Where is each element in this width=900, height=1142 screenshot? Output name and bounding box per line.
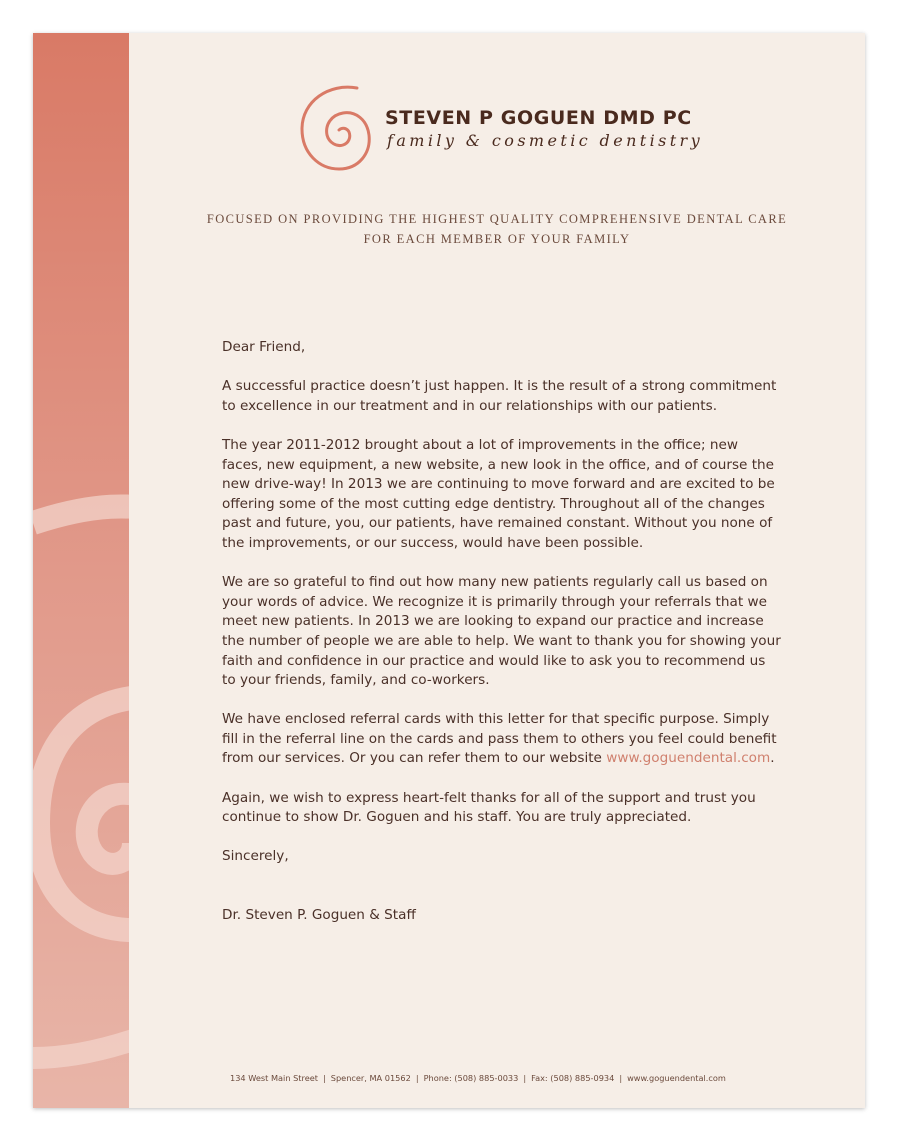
mission-statement-line-2: FOR EACH MEMBER OF YOUR FAMILY <box>363 232 631 246</box>
footer-phone: Phone: (508) 885-0033 <box>423 1073 519 1083</box>
paragraph-3: We are so grateful to find out how many new patients regularly call us based on your words of advice. We recognize it is primarily through your referrals that we meet new patients. In 2013 we are looking to expand our practice and increase the number of people we are able to help. We want to thank you for showing your faith and confidence in our practice and would like to ask you to recommend us to your friends, family, and co-workers. <box>222 574 781 689</box>
footer-separator: | <box>415 1073 419 1083</box>
contact-footer <box>129 1073 865 1083</box>
practice-name: STEVEN P GOGUEN DMD PC <box>385 107 692 129</box>
letterhead-page <box>33 33 865 1108</box>
paragraph-4-text: We have enclosed referral cards with this letter for that specific purpose. Simply fill in the referral line on the cards and pass them to others you feel could benefit from our services. Or you can refer them to our website <box>222 711 777 767</box>
paragraph-5: Again, we wish to express heart-felt thanks for all of the support and trust you continue to show Dr. Goguen and his staff. You are truly appreciated. <box>222 789 756 826</box>
website-link[interactable]: www.goguendental.com <box>606 750 771 767</box>
footer-separator: | <box>523 1073 527 1083</box>
decorative-sidebar <box>33 33 129 1108</box>
salutation: Dear Friend, <box>222 339 306 355</box>
footer-fax: Fax: (508) 885-0934 <box>531 1073 615 1083</box>
closing: Sincerely, <box>222 848 289 865</box>
footer-address: 134 West Main Street <box>230 1073 318 1083</box>
footer-city: Spencer, MA 01562 <box>330 1073 411 1083</box>
practice-tagline: family & cosmetic dentistry <box>387 131 704 150</box>
mission-statement-line-1: FOCUSED ON PROVIDING THE HIGHEST QUALITY COMPREHENSIVE DENTAL CARE <box>206 212 788 226</box>
signature: Dr. Steven P. Goguen & Staff <box>222 907 416 924</box>
paragraph-2: The year 2011-2012 brought about a lot of improvements in the office; new faces, new equipment, a new website, a new look in the office, and of course the new drive-way! In 2013 we are continuing to move forward and are excited to be offering some of the most cutting edge dentistry. Throughout all of the changes past and future, you, our patients, have remained constant. Without you none of the improvements, or our success, would have been possible. <box>222 436 775 551</box>
footer-separator: | <box>619 1073 623 1083</box>
paragraph-4 <box>222 710 782 769</box>
paragraph-4-end: . <box>770 750 775 767</box>
footer-separator: | <box>323 1073 326 1083</box>
signature-gap <box>222 887 782 907</box>
practice-header <box>299 83 704 173</box>
letter-body <box>222 338 782 945</box>
footer-website[interactable]: www.goguendental.com <box>627 1073 726 1083</box>
spiral-icon <box>299 83 379 173</box>
paragraph-1: A successful practice doesn’t just happen. It is the result of a strong commitment to excellence in our treatment and in our relationships with our patients. <box>222 378 777 414</box>
sidebar-spiral-icon <box>33 33 129 1108</box>
